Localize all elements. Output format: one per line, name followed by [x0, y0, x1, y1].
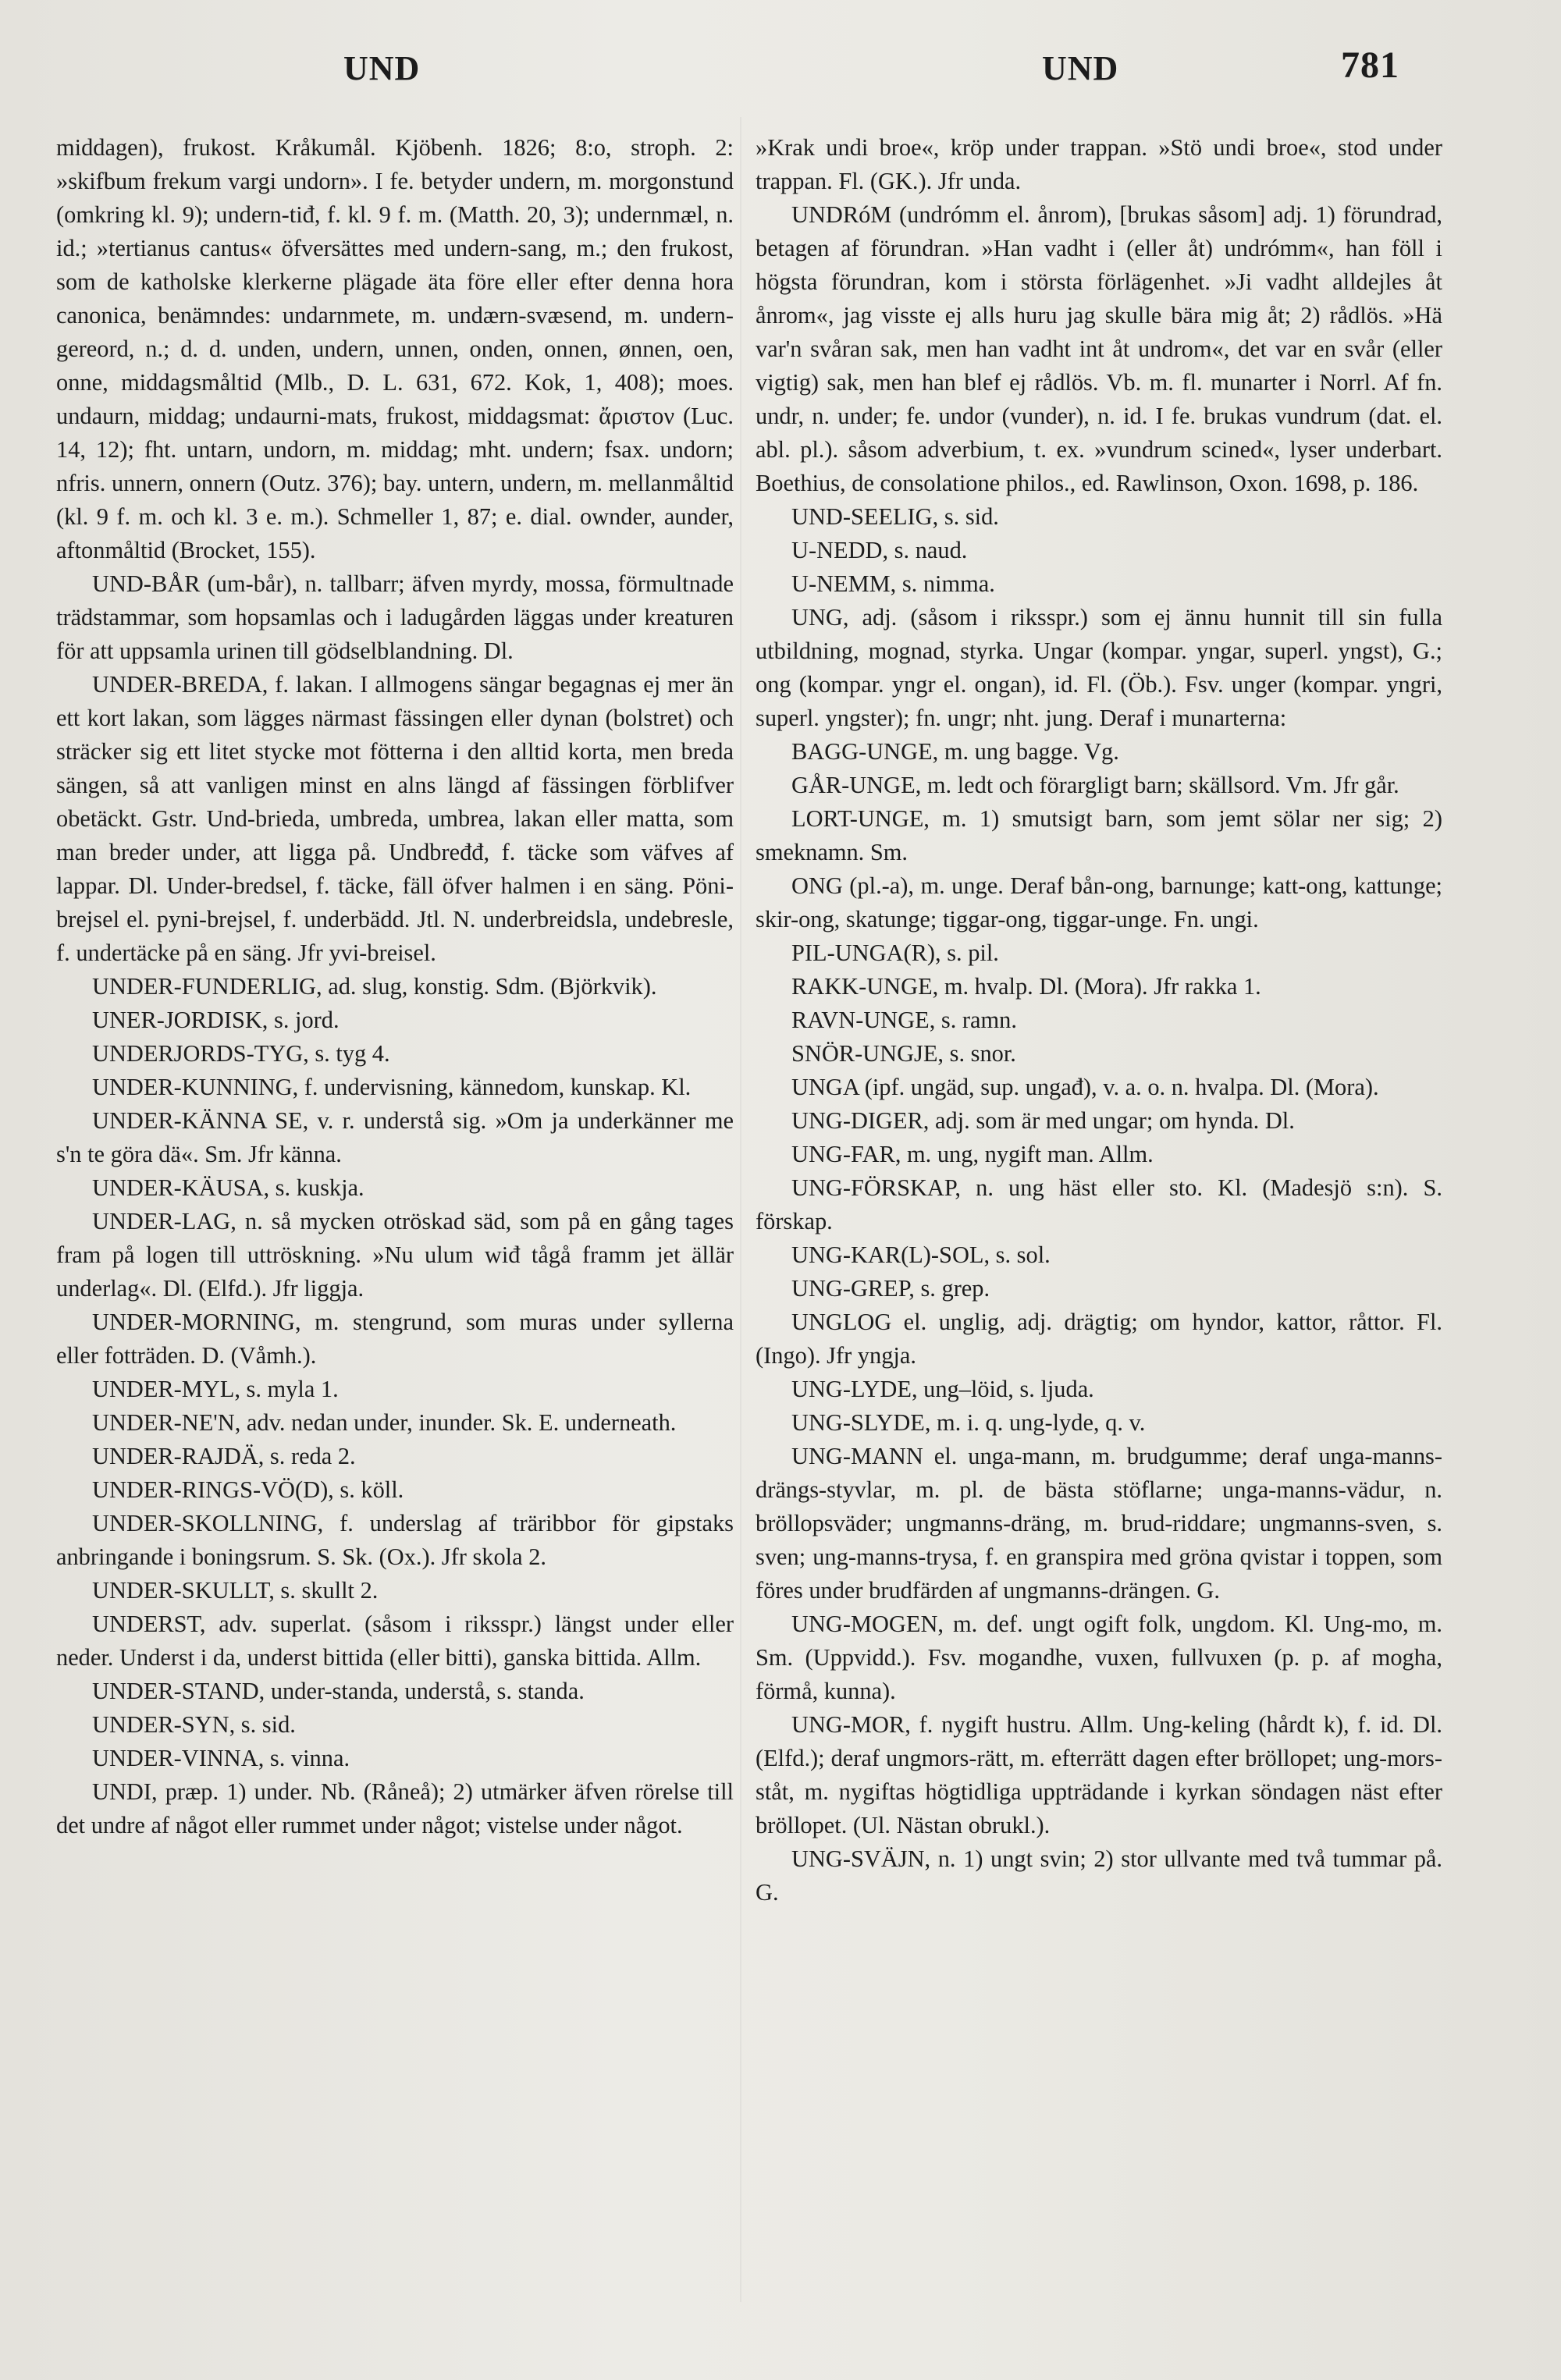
dictionary-entry: UNDER-KÄNNA SE, v. r. understå sig. »Om ja underkänner me s'n te göra dä«. Sm. Jfr känna. — [56, 1107, 734, 1167]
dictionary-entry: UNDER-BREDA, f. lakan. I allmogens sängar begagnas ej mer än ett kort lakan, som lägges närmast fässingen eller dynan (bolstret) och sträcker sig ett litet stycke mot fötterna i den alltid korta, men breda sängen, så att vanligen minst en alns längd af fässingen förblifver obetäckt. Gstr. Und-brieda, umbreda, umbrea, lakan eller matta, som man breder under, att ligga på. Undbređđ, f. täcke som väfves af lappar. Dl. Under-bredsel, f. täcke, fäll öfver halmen i en säng. Pöni-brejsel el. pyni-brejsel, f. underbädd. Jtl. N. underbreidsla, undebresle, f. undertäcke på en säng. Jfr yvi-breisel. — [56, 671, 734, 966]
sub-entry: RAVN-UNGE, s. ramn. — [791, 1007, 1017, 1033]
dictionary-entry: U-NEMM, s. nimma. — [791, 570, 995, 597]
dictionary-entry: UNDER-RINGS-VÖ(D), s. köll. — [92, 1476, 404, 1503]
dictionary-entry: UNDER-KÄUSA, s. kuskja. — [92, 1174, 364, 1201]
dictionary-entry: UNDERST, adv. superlat. (såsom i riksspr.) längst under eller neder. Underst i da, underst bittida (eller bitti), ganska bittida. Allm. — [56, 1611, 734, 1671]
sub-entry: UNG-DIGER, adj. som är med ungar; om hynda. Dl. — [791, 1107, 1295, 1134]
sub-entry: UNG-MOR, f. nygift hustru. Allm. Ung-keling (hårdt k), f. id. Dl. (Elfd.); deraf ungmors-rätt, m. efterrätt dagen efter bröllopet; ung-mors-ståt, m. nygiftas högtidliga uppträdande i kyrkan söndagen näst efter bröllopet. (Ul. Nästan obrukl.). — [756, 1711, 1442, 1838]
dictionary-entry: UNDER-NE'N, adv. nedan under, inunder. Sk. E. underneath. — [92, 1409, 677, 1436]
dictionary-entry: UNDER-RAJDÄ, s. reda 2. — [92, 1443, 356, 1469]
sub-entry: UNG-GREP, s. grep. — [791, 1275, 990, 1302]
sub-entry: UNG-LYDE, ung–löid, s. ljuda. — [791, 1376, 1094, 1402]
left-column — [56, 131, 734, 1842]
dictionary-entry: UNDRóM (undrómm el. ånrom), [brukas såsom] adj. 1) förundrad, betagen af förundran. »Han vadht i (eller åt) undrómm«, han föll i högsta förundran, kom i största förlägenhet. »Ji vadht alldejles åt ånrom«, jag visste ej alls huru jag skulle bära mig åt; 2) rådlös. »Hä var'n svåran sak, men han vadht int åt undrom«, det var en svår (eller vigtig) sak, men han blef ej rådlös. Vb. m. fl. munarter i Norrl. Af fn. undr, n. under; fe. undor (vunder), n. id. I fe. brukas vundrum (dat. el. abl. pl.). såsom adverbium, t. ex. »vundrum scined«, lyser underbart. Boethius, de consolatione philos., ed. Rawlinson, Oxon. 1698, p. 186. — [756, 201, 1442, 496]
dictionary-entry: UNDER-STAND, under-standa, understå, s. standa. — [92, 1678, 585, 1704]
sub-entry: UNGA (ipf. ungäd, sup. ungađ), v. a. o. n. hvalpa. Dl. (Mora). — [791, 1074, 1379, 1100]
dictionary-entry: UND-SEELIG, s. sid. — [791, 503, 999, 530]
sub-entry: RAKK-UNGE, m. hvalp. Dl. (Mora). Jfr rakka 1. — [791, 973, 1261, 1000]
sub-entry: UNG-MOGEN, m. def. ungt ogift folk, ungdom. Kl. Ung-mo, m. Sm. (Uppvidd.). Fsv. mogandhe, vuxen, fullvuxen (p. p. af mogha, förmå, kunna). — [756, 1611, 1442, 1704]
sub-entry: UNG-MANN el. unga-mann, m. brudgumme; deraf unga-manns-drängs-styvlar, m. pl. de bästa stöflarne; unga-manns-vädur, n. bröllopsväder; ungmanns-dräng, m. brud-riddare; ungmanns-sven, s. sven; ung-manns-trysa, f. en granspira med gröna qvistar i toppen, som föres under brudfärden af ungmanns-drängen. G. — [756, 1443, 1442, 1604]
dictionary-entry: UNDERJORDS-TYG, s. tyg 4. — [92, 1040, 390, 1067]
page-header — [0, 44, 1561, 103]
sub-entry: UNG-FAR, m. ung, nygift man. Allm. — [791, 1141, 1154, 1167]
dictionary-entry: U-NEDD, s. naud. — [791, 537, 968, 563]
dictionary-entry: UNDER-KUNNING, f. undervisning, kännedom, kunskap. Kl. — [92, 1074, 692, 1100]
entry-continuation: »Krak undi broe«, kröp under trappan. »Stö undi broe«, stod under trappan. Fl. (GK.). Jfr unda. — [756, 134, 1442, 194]
sub-entry: GÅR-UNGE, m. ledt och förargligt barn; skällsord. Vm. Jfr går. — [791, 772, 1399, 798]
sub-entry: BAGG-UNGE, m. ung bagge. Vg. — [791, 738, 1119, 765]
right-column — [756, 131, 1442, 1909]
sub-entry: UNGLOG el. unglig, adj. drägtig; om hyndor, kattor, råttor. Fl. (Ingo). Jfr yngja. — [756, 1309, 1442, 1369]
dictionary-entry: UNDER-VINNA, s. vinna. — [92, 1745, 350, 1771]
sub-entry: PIL-UNGA(R), s. pil. — [791, 940, 999, 966]
running-head-right: UND — [1042, 49, 1119, 87]
sub-entry: UNG-SLYDE, m. i. q. ung-lyde, q. v. — [791, 1409, 1146, 1436]
dictionary-entry: UNDER-MYL, s. myla 1. — [92, 1376, 339, 1402]
entry-continuation: middagen), frukost. Kråkumål. Kjöbenh. 1826; 8:o, stroph. 2: »skifbum frekum vargi undorn». I fe. betyder undern, m. morgonstund (omkring kl. 9); undern-tiđ, f. kl. 9 f. m. (Matth. 20, 3); undernmæl, n. id.; »tertianus cantus« öfversättes med undern-sang, m.; den frukost, som de katholske klerkerne plägade äta före eller efter denna hora canonica, benämndes: undarnmete, m. undærn-svæsend, m. undern-gereord, n.; d. d. unden, undern, unnen, onden, onnen, ønnen, oen, onne, middagsmåltid (Mlb., D. L. 631, 672. Kok, 1, 408); moes. undaurn, middag; undaurni-mats, frukost, middagsmat: ἄριστον (Luc. 14, 12); fht. untarn, undorn, m. middag; mht. undern; fsax. undorn; nfris. unnern, onnern (Outz. 376); bay. untern, undern, m. mellanmåltid (kl. 9 f. m. och kl. 3 e. m.). Schmeller 1, 87; e. dial. ownder, aunder, aftonmåltid (Brocket, 155). — [56, 134, 734, 563]
sub-entry: SNÖR-UNGJE, s. snor. — [791, 1040, 1016, 1067]
dictionary-entry: UNDER-SKOLLNING, f. underslag af träribbor för gipstaks anbringande i boningsrum. S. Sk. (Ox.). Jfr skola 2. — [56, 1510, 734, 1570]
sub-entry: LORT-UNGE, m. 1) smutsigt barn, som jemt sölar ner sig; 2) smeknamn. Sm. — [756, 805, 1442, 865]
dictionary-entry: UNER-JORDISK, s. jord. — [92, 1007, 340, 1033]
running-head-left: UND — [343, 49, 421, 87]
dictionary-entry: UNDER-SKULLT, s. skullt 2. — [92, 1577, 379, 1604]
page-number: 781 — [1341, 44, 1399, 86]
dictionary-entry: UNG, adj. (såsom i riksspr.) som ej ännu hunnit till sin fulla utbildning, mognad, styrka. Ungar (kompar. yngar, superl. yngst), G.; ong (kompar. yngr el. ongan), id. Fl. (Öb.). Fsv. unger (kompar. yngri, superl. yngster); fn. ungr; nht. jung. Deraf i munarterna: — [756, 604, 1442, 731]
sub-entry: UNG-KAR(L)-SOL, s. sol. — [791, 1242, 1051, 1268]
sub-entry: UNG-SVÄJN, n. 1) ungt svin; 2) stor ullvante med två tummar på. G. — [756, 1845, 1442, 1906]
dictionary-entry: UNDER-FUNDERLIG, ad. slug, konstig. Sdm. (Björkvik). — [92, 973, 657, 1000]
column-gutter — [740, 117, 741, 2302]
dictionary-entry: UNDER-MORNING, m. stengrund, som muras under syllerna eller fotträden. D. (Våmh.). — [56, 1309, 734, 1369]
sub-entry: UNG-FÖRSKAP, n. ung häst eller sto. Kl. (Madesjö s:n). S. förskap. — [756, 1174, 1442, 1234]
dictionary-entry: UNDER-LAG, n. så mycken otröskad säd, som på en gång tages fram på logen till uttröskning. »Nu ulum wiđ tågå framm jet ällär underlag«. Dl. (Elfd.). Jfr liggja. — [56, 1208, 734, 1302]
sub-entry: ONG (pl.-a), m. unge. Deraf bån-ong, barnunge; katt-ong, kattunge; skir-ong, skatunge; tiggar-ong, tiggar-unge. Fn. ungi. — [756, 872, 1442, 932]
dictionary-entry: UND-BÅR (um-bår), n. tallbarr; äfven myrdy, mossa, förmultnade trädstammar, som hopsamlas och i ladugården läggas under kreaturen för att uppsamla urinen till gödselblandning. Dl. — [56, 570, 734, 664]
dictionary-entry: UNDI, præp. 1) under. Nb. (Råneå); 2) utmärker äfven rörelse till det undre af något eller rummet under något; vistelse under något. — [56, 1778, 734, 1838]
dictionary-entry: UNDER-SYN, s. sid. — [92, 1711, 296, 1738]
